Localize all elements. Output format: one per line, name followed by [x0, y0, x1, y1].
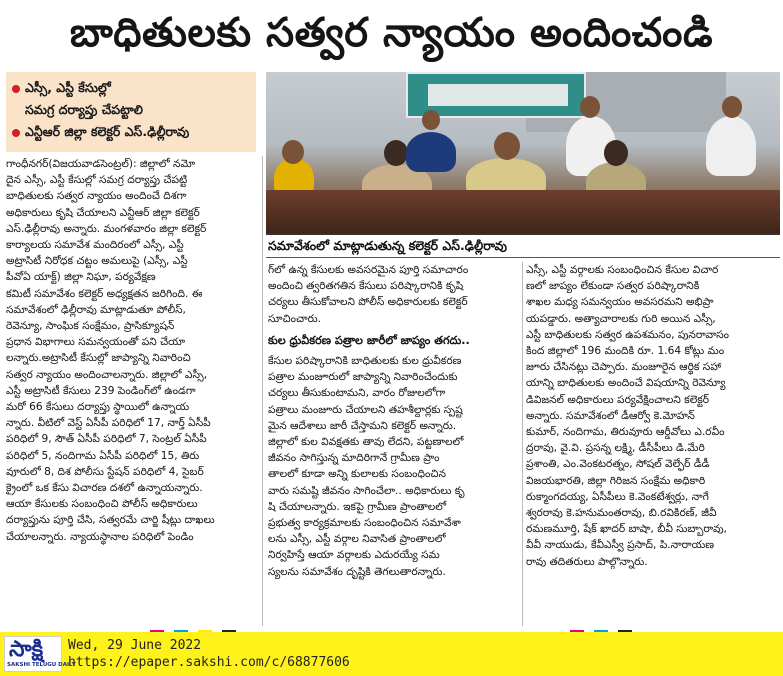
article-line: రుక్మాంగదయ్య, ఏసీపీలు కె.వెంకటేశ్వర్లు, నాగే: [526, 490, 709, 503]
article-line: పత్రాల మంజూరులో జాప్యాన్ని నివారించేందుకు: [268, 371, 458, 384]
highlight-line: [12, 121, 250, 143]
divider: [266, 257, 780, 258]
highlight-text: సమగ్ర దర్యాప్తు చేపట్టాలి: [25, 102, 143, 117]
article-line: పరిధిలో 5, నందిగామ ఏసీపీ పరిధిలో 15, తిరు: [6, 449, 200, 462]
article-line: మరో 66 కేసులు దర్యాప్తు స్థాయిలో ఉన్నాయ: [6, 401, 190, 414]
article-line: లను ఎస్సీ, ఎస్టీ వర్గాల నివాసిత ప్రాంతాలలో: [268, 533, 446, 546]
bullet-icon: [12, 85, 20, 93]
article-line: అట్రాసిటీ నిరోధక చట్టం అమలుపై (ఎస్సీ, ఎస్టీ: [6, 255, 188, 268]
article-line: జీవనం సాగిస్తున్న మాదిరిగానే గ్రామీణ ప్రాం: [268, 452, 440, 465]
article-line: ఎస్టీ బాధితులకు సత్వర ఉపశమనం, పునరావాసం: [526, 328, 730, 341]
article-line: మైన ఆదేశాలు జారీ చేస్తామని కలెక్టర్ అన్నారు.: [268, 419, 457, 432]
article-line: పత్రాలు మంజూరు చేయాలని తహశీల్దార్లకు స్పష్ట: [268, 403, 463, 416]
highlights-box: [6, 72, 256, 152]
article-line: పీవోఏ యాక్ట్) జిల్లా నిఘా, పర్యవేక్షణ: [6, 271, 156, 284]
article-line: శ్వరరావు కె.హనుమంతరావు, బి.రవికిరణ్, జీవీ: [526, 507, 717, 520]
logo-subtext: SAKSHI TELUGU DAILY: [7, 662, 76, 668]
photo-head: [494, 132, 520, 160]
article-line: రావు తదితరులు పాల్గొన్నారు.: [526, 555, 648, 568]
highlight-text: ఎన్టీఆర్ జిల్లా కలెక్టర్ ఎస్.ఢిల్లీరావు: [25, 124, 190, 139]
meeting-photo: [266, 72, 780, 235]
article-line: ఎస్టీ అట్రాసిటీ కేసులు 239 పెండింగ్‌లో ఉండగా: [6, 384, 196, 397]
article-line: సత్వర న్యాయం అందించాలన్నారు. జిల్లాలో ఎస్సీ,: [6, 368, 208, 381]
highlight-line: [12, 77, 250, 99]
article-line: క్రైంలో ఒక కేసు విచారణ దశలో ఉన్నాయన్నారు.: [6, 482, 203, 495]
article-line: యాన్ని బాధితులకు అందించే విషయాన్ని రెవెన్యూ: [526, 377, 726, 390]
article-line: ప్రశాంతి, ఎం.వెంకటరత్నం, సోషల్ వెల్ఫేర్ డీడీ: [526, 458, 710, 471]
column-separator: [262, 156, 263, 626]
photo-caption: సమావేశంలో మాట్లాడుతున్న కలెక్టర్ ఎస్.ఢిల్లీరావు: [268, 238, 507, 253]
article-column-1: [6, 156, 258, 626]
article-line: డివిజనల్ అధికారులు పర్యవేక్షించాలని కలెక్టర్: [526, 393, 710, 406]
article-line: కమిటీ సమావేశం కలెక్టర్ అధ్యక్షతన జరిగింది. ఈ: [6, 287, 203, 300]
bullet-icon: [12, 129, 20, 137]
article-line: షి చేయాలన్నారు. ఇకపై గ్రామీణ ప్రాంతాలలో: [268, 500, 447, 513]
article-line: యపడ్డారు. అత్యాచారాలకు గురి అయిన ఎస్సీ,: [526, 312, 716, 325]
article-line: వారు సమష్టి జీవనం సాగించేలా.. అధికారులు కృ: [268, 484, 465, 497]
logo-text: సాక్షి: [9, 637, 44, 662]
photo-head: [604, 140, 628, 166]
article-line: తాలలో కూడా అన్ని కులాలకు సంబంధించిన: [268, 468, 446, 481]
article-line: చర్యలు తీసుకుంటామని, వారం రోజులలోగా: [268, 387, 446, 400]
subheading: కుల ధ్రువీకరణ పత్రాల జారీలో జాప్యం తగదు..: [268, 333, 470, 347]
photo-person: [406, 132, 456, 172]
article-line: రెవెన్యూ, సాంఘిక సంక్షేమం, ప్రాసిక్యూషన్: [6, 320, 175, 333]
article-column-3: [526, 262, 780, 626]
headline: బాధితులకు సత్వర న్యాయం అందించండి: [69, 10, 714, 56]
article-line: ఆయా కేసులకు సంబంధించి పోలీస్ అధికారులు: [6, 498, 198, 511]
column-separator: [522, 262, 523, 626]
article-line: కేసుల పరిష్కారానికి బాధితులకు కుల ధ్రువీకరణ: [268, 355, 462, 368]
article-line: జూరు చేసినట్లు చెప్పారు. మంజూరైన ఆర్థిక సహా: [526, 361, 722, 374]
article-line: రమణమూర్తి, షేక్ ఖాదర్ బాషా, బీవీ సుబ్బారావు,: [526, 523, 727, 536]
photo-head: [384, 140, 408, 166]
publication-date: Wed, 29 June 2022: [68, 638, 202, 653]
highlight-line: [12, 99, 250, 121]
photo-person: [706, 116, 756, 176]
article-line: సమావేశంలో ఢిల్లీరావు మాట్లాడుతూ పోలీస్,: [6, 303, 186, 316]
article-line: గాంధీనగర్(విజయవాడసెంట్రల్): జిల్లాలో నమో: [6, 158, 196, 170]
article-line: చేయాలన్నారు. న్యాయస్థానాల పరిధిలో పెండిం: [6, 530, 194, 543]
article-line: బాధితులకు సత్వర న్యాయం అందించే దిశగా: [6, 190, 187, 203]
article-line: కింద జిల్లాలో 196 మందికి రూ. 1.64 కోట్లు మం: [526, 345, 725, 358]
photo-table: [266, 190, 780, 235]
article-line: ణలో జాప్యం లేకుండా సత్వర పరిష్కారానికి: [526, 280, 700, 293]
article-line: న్నారు. వీటిలో వెస్ట్ ఏసీపీ పరిధిలో 17, నార్త్ ఏసీపీ: [6, 417, 211, 430]
article-line: అన్నారు. సమావేశంలో డీఆర్వో కె.మోహన్: [526, 409, 695, 422]
article-line: సూచించారు.: [268, 312, 321, 325]
article-line: అధికారులు కృషి చేయాలని ఎన్టీఆర్ జిల్లా కలెక్టర్: [6, 206, 200, 219]
highlight-text: ఎస్సీ, ఎస్టీ కేసుల్లో: [25, 80, 111, 95]
article-line: దర్యాప్తును పూర్తి చేసి, సత్వరమే చార్జి షీట్లు దాఖలు: [6, 514, 215, 527]
sakshi-logo: [4, 636, 76, 672]
article-line: నిర్వహిస్తే ఆయా వర్గాలకు ఎదురయ్యే సమ: [268, 549, 440, 562]
article-line: స్యలను సమావేశం దృష్టికి తెగలుతారన్నారు.: [268, 565, 446, 578]
article-line: విజయభారతి, జిల్లా గిరిజన సంక్షేమ అధికారి: [526, 474, 706, 487]
article-line: అందించి త్వరితగతిన కేసులు పరిష్కారానికి కృషి: [268, 280, 464, 293]
photo-head: [580, 96, 600, 118]
photo-head: [722, 96, 742, 118]
article-line: వూరులో 8, దిశ పోలీసు స్టేషన్ పరిధిలో 4, సైబర్: [6, 465, 204, 478]
article-line: వీవీ నాయుడు, కేవీఎస్వీ ప్రసాద్, పి.నారాయణ: [526, 539, 714, 552]
article-line: కుమార్, నందిగామ, తిరువూరు ఆర్డీవోలు ఎ.రవీం: [526, 426, 725, 439]
article-line: గ్‌లో ఉన్న కేసులకు అవసరమైన పూర్తి సమాచారం: [268, 264, 469, 276]
article-line: కార్యాలయ సమావేశ మందిరంలో ఎస్సీ, ఎస్టీ: [6, 239, 184, 252]
article-line: లన్నారు.అట్రాసిటీ కేసుల్లో జాప్యాన్ని నివారించి: [6, 352, 191, 365]
article-line: ప్రభుత్వ కార్యక్రమాలకు సంబంధించిన సమావేశా: [268, 517, 461, 530]
article-line: దైన ఎస్సీ, ఎస్టీ కేసుల్లో సమగ్ర దర్యాప్తు చేపట్టి: [6, 174, 188, 187]
article-line: ప్రధాన విభాగాలు సమన్వయంతో పని చేయా: [6, 336, 186, 349]
article-line: శాఖల మధ్య సమన్వయం అవసరమని అభిప్రా: [526, 296, 714, 309]
epaper-url[interactable]: https://epaper.sakshi.com/c/68877606: [68, 655, 350, 670]
article-line: చర్యలు తీసుకోవాలని పోలీస్ అధికారులకు కలెక్టర్: [268, 296, 468, 309]
article-column-2: [268, 262, 518, 626]
article-line: ఎస్.ఢిల్లీరావు అన్నారు. మంగళవారం జిల్లా కలెక్టర్: [6, 222, 207, 235]
photo-head: [422, 110, 440, 130]
photo-head: [282, 140, 304, 164]
article-line: జిల్లాలో కుల వివక్షతకు తావు లేదని, పట్టణాలలో: [268, 436, 464, 449]
article-line: పరిధిలో 9, సౌత్ ఏసీపీ పరిధిలో 7, సెంట్రల్ ఏసీపీ: [6, 433, 207, 446]
article-line: ద్రరావు, వై.వి. ప్రసన్న లక్ష్మి, డీసీపీలు డి.మేరి: [526, 442, 705, 455]
article-line: ఎస్సీ, ఎస్టీ వర్గాలకు సంబంధించిన కేసుల విచార: [526, 264, 719, 276]
